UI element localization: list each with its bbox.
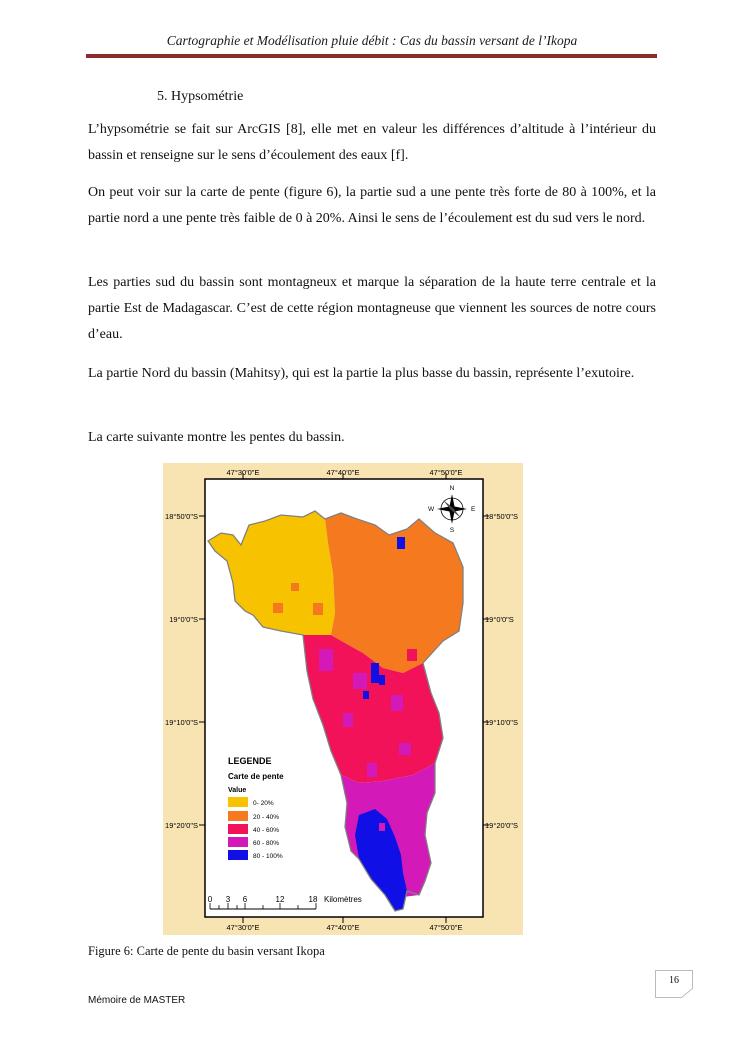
legend-title: LEGENDE: [228, 756, 272, 766]
right-tick-label: 19°0'0"S: [485, 615, 514, 624]
legend-value-label: Value: [228, 787, 247, 794]
header-rule: [86, 54, 657, 58]
slope-map: [163, 463, 523, 935]
top-tick-label: 47°50'0"E: [429, 468, 463, 477]
legend-class-label: 20 - 40%: [253, 814, 280, 821]
page-number-box: [655, 970, 693, 998]
legend-class-label: 0- 20%: [253, 800, 274, 807]
slope-map-figure: [163, 463, 523, 935]
compass-s: S: [449, 527, 455, 534]
scale-tick-label: 3: [225, 895, 231, 904]
section-heading: 5. Hypsométrie: [157, 89, 244, 104]
figure-caption: Figure 6: Carte de pente du basin versant Ikopa: [88, 944, 325, 958]
page-number: 16: [669, 975, 679, 986]
legend-subtitle: Carte de pente: [228, 772, 284, 781]
legend-swatch: [228, 837, 248, 847]
left-tick-label: 19°20'0"S: [165, 821, 198, 830]
scale-tick-label: 12: [275, 895, 285, 904]
bottom-tick-label: 47°30'0"E: [226, 923, 260, 932]
paragraph-pente: On peut voir sur la carte de pente (figure 6), la partie sud a une pente très forte de 80 à 100%, et la partie nord a une pente très faible de 0 à 20%. Ainsi le sens de l’écoulement est du sud vers le nord.: [88, 185, 656, 226]
scale-tick-label: 18: [308, 895, 318, 904]
paragraph-parties-sud: Les parties sud du bassin sont montagneux et marque la séparation de la haute terre centrale et la partie Est de Madagascar. C’est de cette région montagneuse que viennent les sources de notre cours d’eau.: [88, 275, 656, 342]
right-tick-label: 19°10'0"S: [485, 718, 518, 727]
scale-tick-label: 6: [242, 895, 248, 904]
running-header: Cartographie et Modélisation pluie débit : Cas du bassin versant de l’Ikopa: [166, 33, 578, 48]
right-tick-label: 18°50'0"S: [485, 512, 518, 521]
bottom-tick-label: 47°40'0"E: [326, 923, 360, 932]
paragraph-carte-intro: La carte suivante montre les pentes du bassin.: [88, 430, 345, 445]
legend-swatch: [228, 850, 248, 860]
legend-class-label: 80 - 100%: [253, 853, 283, 860]
top-tick-label: 47°30'0"E: [226, 468, 260, 477]
legend-swatch: [228, 797, 248, 807]
scale-unit: Kilomètres: [324, 895, 362, 904]
left-tick-label: 19°0'0"S: [169, 615, 198, 624]
left-tick-label: 19°10'0"S: [165, 718, 198, 727]
bottom-tick-label: 47°50'0"E: [429, 923, 463, 932]
paragraph-partie-nord: La partie Nord du bassin (Mahitsy), qui est la partie la plus basse du bassin, représente l’exutoire.: [88, 366, 635, 381]
left-tick-label: 18°50'0"S: [165, 512, 198, 521]
paragraph-hypsometrie: L’hypsométrie se fait sur ArcGIS [8], elle met en valeur les différences d’altitude à l’intérieur du bassin et renseigne sur le sens d’écoulement des eaux [f].: [88, 122, 656, 163]
right-tick-label: 19°20'0"S: [485, 821, 518, 830]
legend-class-label: 40 - 60%: [253, 827, 280, 834]
legend-class-label: 60 - 80%: [253, 840, 280, 847]
footer-label: Mémoire de MASTER: [88, 995, 186, 1006]
page-curl-icon: [681, 988, 693, 998]
compass-w: W: [428, 506, 435, 513]
top-tick-label: 47°40'0"E: [326, 468, 360, 477]
compass-n: N: [449, 485, 455, 492]
legend-swatch: [228, 824, 248, 834]
scale-tick-label: 0: [207, 895, 213, 904]
legend-swatch: [228, 811, 248, 821]
compass-e: E: [471, 506, 476, 513]
